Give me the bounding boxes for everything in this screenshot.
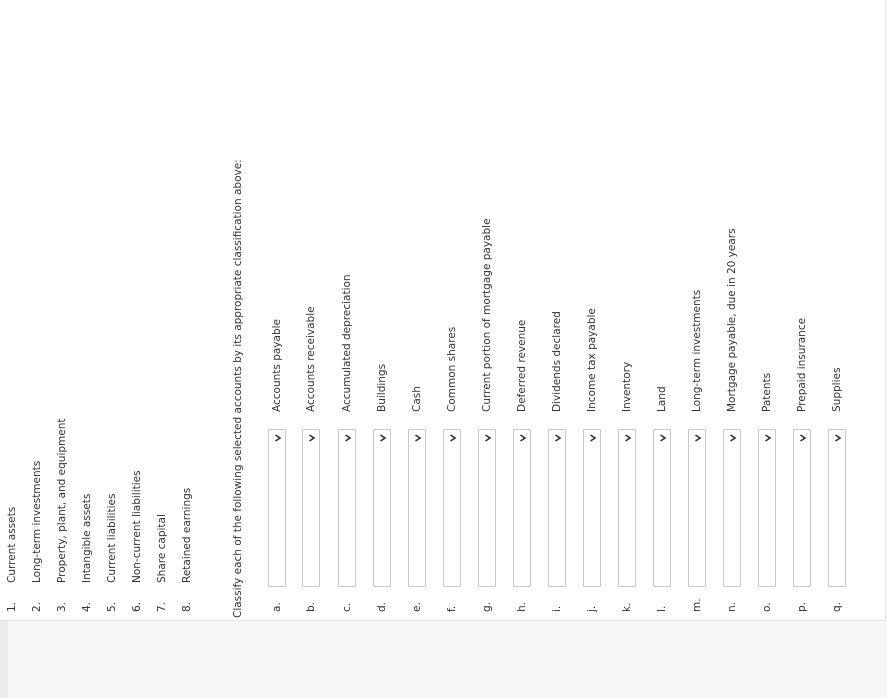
account-label: Buildings (376, 363, 388, 412)
instruction-text: Classify each of the following selected accounts by its appropriate classification above: (232, 159, 244, 618)
chevron-down-icon (797, 432, 809, 444)
account-letter: k. (621, 602, 633, 612)
account-letter: f. (446, 605, 458, 612)
classification-label: Share capital (156, 514, 168, 583)
account-letter: o. (761, 602, 773, 612)
account-label: Long-term investments (691, 289, 703, 412)
chevron-down-icon (692, 432, 704, 444)
account-letter: h. (516, 602, 528, 612)
classification-label: Non-current liabilities (131, 470, 143, 583)
account-label: Cash (411, 386, 423, 412)
chevron-down-icon (342, 432, 354, 444)
classification-select[interactable] (373, 429, 391, 587)
classification-select[interactable] (723, 429, 741, 587)
account-label: Accounts payable (271, 319, 283, 412)
chevron-down-icon (517, 432, 529, 444)
classification-number: 3. (56, 601, 68, 612)
chevron-down-icon (552, 432, 564, 444)
chevron-down-icon (306, 432, 318, 444)
classification-select[interactable] (688, 429, 706, 587)
classification-label: Intangible assets (81, 493, 93, 583)
classification-select[interactable] (583, 429, 601, 587)
classification-label: Retained earnings (181, 487, 193, 583)
account-letter: b. (305, 601, 317, 612)
classification-select[interactable] (268, 429, 286, 587)
account-label: Prepaid insurance (796, 317, 808, 412)
classification-select[interactable] (793, 429, 811, 587)
classification-select[interactable] (302, 429, 320, 587)
classification-number: 8. (181, 601, 193, 612)
account-label: Land (656, 386, 668, 412)
account-label: Income tax payable (586, 308, 598, 412)
chevron-down-icon (832, 432, 844, 444)
account-label: Current portion of mortgage payable (481, 218, 493, 412)
chevron-down-icon (587, 432, 599, 444)
classification-label: Current liabilities (106, 493, 118, 583)
account-letter: i. (551, 605, 563, 612)
account-letter: m. (691, 598, 703, 612)
account-label: Common shares (446, 326, 458, 412)
classification-label: Long-term investments (31, 460, 43, 583)
classification-select[interactable] (338, 429, 356, 587)
account-letter: g. (481, 601, 493, 612)
classification-select[interactable] (758, 429, 776, 587)
classification-number: 5. (106, 601, 118, 612)
account-letter: j. (586, 605, 598, 612)
chevron-down-icon (622, 432, 634, 444)
chevron-down-icon (377, 432, 389, 444)
account-label: Patents (761, 372, 773, 412)
account-label: Accounts receivable (305, 306, 317, 412)
account-label: Deferred revenue (516, 319, 528, 412)
chevron-down-icon (447, 432, 459, 444)
account-letter: p. (796, 601, 808, 612)
classification-select[interactable] (513, 429, 531, 587)
chevron-down-icon (762, 432, 774, 444)
account-label: Mortgage payable, due in 20 years (726, 228, 738, 412)
account-letter: e. (411, 602, 423, 612)
account-label: Dividends declared (551, 311, 563, 412)
classification-select[interactable] (478, 429, 496, 587)
account-label: Inventory (621, 361, 633, 412)
chevron-down-icon (482, 432, 494, 444)
chevron-down-icon (272, 432, 284, 444)
classification-select[interactable] (548, 429, 566, 587)
classification-select[interactable] (443, 429, 461, 587)
account-letter: a. (271, 602, 283, 612)
classification-number: 2. (31, 601, 43, 612)
account-label: Supplies (831, 367, 843, 412)
classification-label: Current assets (6, 506, 18, 583)
chevron-down-icon (727, 432, 739, 444)
classification-number: 6. (131, 601, 143, 612)
account-letter: l. (656, 605, 668, 612)
account-letter: c. (341, 602, 353, 612)
classification-number: 1. (6, 601, 18, 612)
classification-number: 4. (81, 601, 93, 612)
account-letter: d. (376, 601, 388, 612)
chevron-down-icon (412, 432, 424, 444)
classification-label: Property, plant, and equipment (56, 418, 68, 583)
classification-number: 7. (156, 601, 168, 612)
account-letter: n. (726, 602, 738, 612)
classification-select[interactable] (618, 429, 636, 587)
account-letter: q. (831, 601, 843, 612)
account-label: Accumulated depreciation (341, 274, 353, 412)
classification-select[interactable] (828, 429, 846, 587)
classification-select[interactable] (408, 429, 426, 587)
classification-select[interactable] (653, 429, 671, 587)
chevron-down-icon (657, 432, 669, 444)
